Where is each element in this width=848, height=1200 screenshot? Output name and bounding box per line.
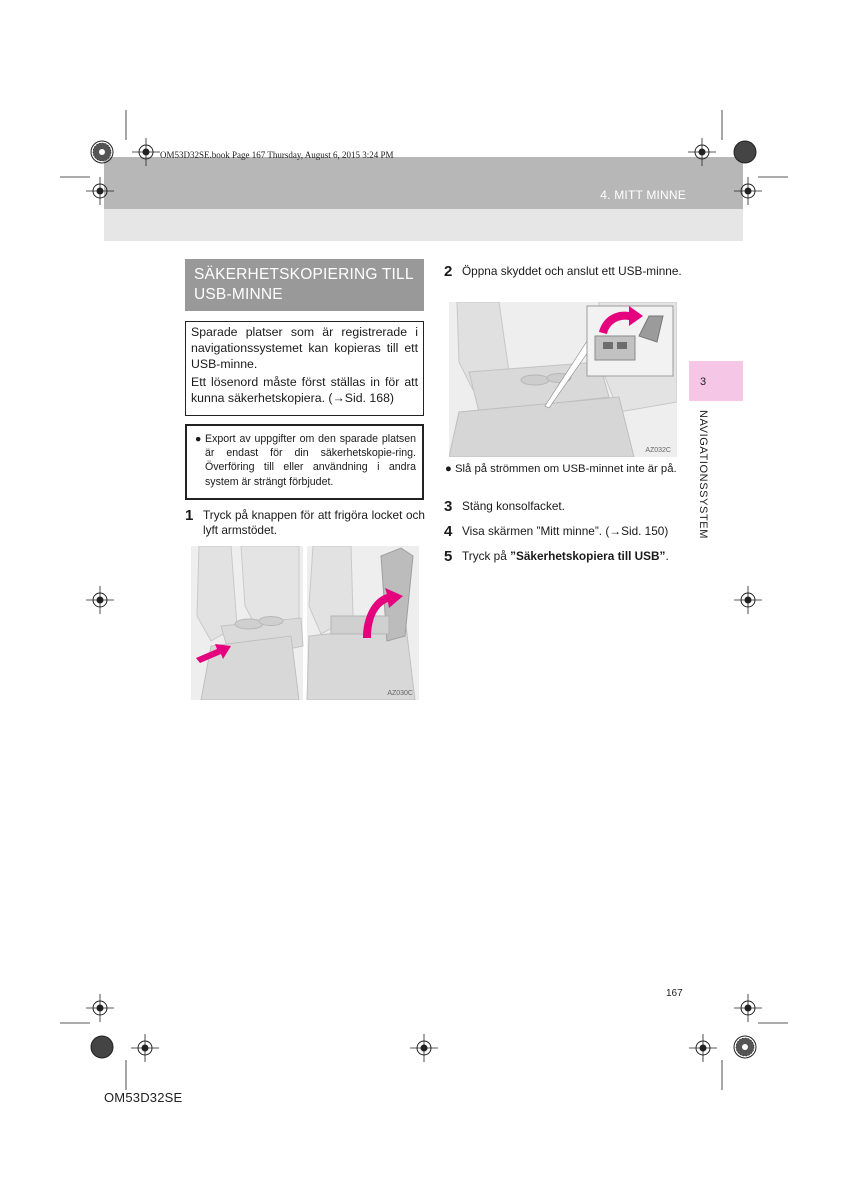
step-5-number: 5 [444,548,453,565]
step-1-number: 1 [185,507,194,524]
step-4-number: 4 [444,523,453,540]
intro-paragraph-1: Sparade platser som är registrerade i navigationssystemet kan kopieras till ett USB-minne. [191,325,418,371]
step-3-text: Stäng konsolfacket. [462,499,565,513]
step-2-text: Öppna skyddet och anslut ett USB-minne. [462,264,682,278]
step-1-text: Tryck på knappen för att frigöra locket och lyft armstödet. [203,508,425,537]
side-tab-label: NAVIGATIONSSYSTEM [697,410,709,539]
step-2-note-bullet: ● [445,463,452,475]
step-3-number: 3 [444,498,453,515]
step-5-text-suffix: . [665,549,669,563]
intro-paragraph-2: Ett lösenord måste först ställas in för att kunna säkerhetskopiera. (→Sid. 168) [191,375,418,406]
usb-illustration-code: AZ032C [645,447,671,454]
chapter-title: 4. MITT MINNE [600,188,686,202]
step-5-text-bold: ”Säkerhetskopiera till USB” [510,549,666,563]
step-2-note-text: Slå på strömmen om USB-minnet inte är på. [455,463,677,475]
section-heading: SÄKERHETSKOPIERING TILL USB-MINNE [185,259,424,311]
page-number: 167 [666,988,683,999]
side-tab-number: 3 [700,376,707,388]
armrest-illustration-code: AZ030C [387,690,413,697]
note-bullet: ● [195,433,202,445]
step-5-text-prefix: Tryck på [462,549,511,563]
step-4-text: Visa skärmen ”Mitt minne”. (→Sid. 150) [462,524,669,538]
print-info: OM53D32SE.book Page 167 Thursday, August 6, 2015 3:24 PM [160,150,394,160]
step-2-number: 2 [444,263,453,280]
note-text: Export av uppgifter om den sparade platsen är endast för din säkerhetskopie-ring. Överföring till eller användning i andra system är strängt förbjudet. [205,433,416,488]
doc-code: OM53D32SE [104,1090,183,1105]
